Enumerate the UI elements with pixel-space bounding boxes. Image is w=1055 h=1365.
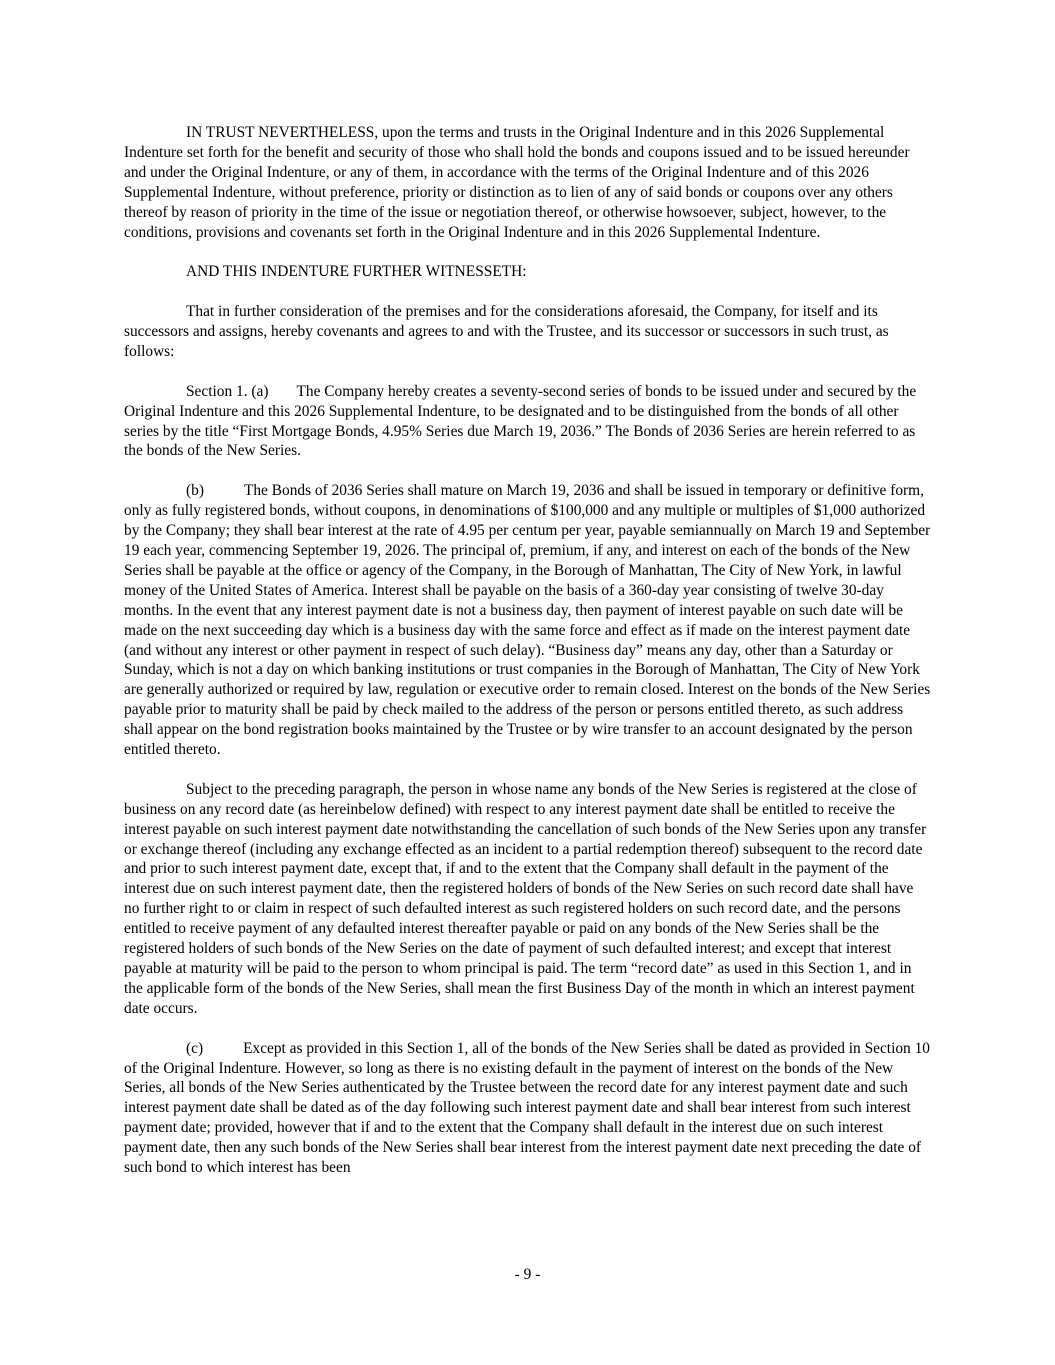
paragraph-further-consideration: That in further consideration of the premises and for the considerations aforesaid, the Company, for itself and its successors and assigns, hereby covenants and agrees to and with the Trustee, and its successor or successors in such trust, as follows: — [124, 303, 889, 360]
paragraph-section-1a — [124, 382, 932, 462]
section-1a-text: The Company hereby creates a seventy-second series of bonds to be issued under and secured by the Original Indenture and this 2026 Supplemental Indenture, to be designated and to be distinguished from the bonds of all other series by the title “First Mortgage Bonds, 4.95% Series due March 19, 2036.” The Bonds of 2036 Series are herein referred to as the bonds of the New Series. — [124, 382, 917, 460]
document-page — [124, 123, 932, 1198]
section-1b-label: (b) — [186, 482, 204, 500]
section-1c-text: Except as provided in this Section 1, all of the bonds of the New Series shall be dated as provided in Section 10 of the Original Indenture. However, so long as there is no existing default in the payment of interest on the bonds of the New Series, all bonds of the New Series authenticated by the Trustee between the record date for any interest payment date and such interest payment date shall be dated as of the day following such interest payment date and shall bear interest from such interest payment date; provided, however that if and to the extent that the Company shall default in the interest due on such interest payment date, then any such bonds of the New Series shall bear interest from the interest payment date next preceding the date of such bond to which interest has been — [124, 1039, 930, 1177]
paragraph-section-1c — [124, 1039, 932, 1178]
paragraph-further-witnesseth: AND THIS INDENTURE FURTHER WITNESSETH: — [186, 263, 527, 281]
paragraph-in-trust: IN TRUST NEVERTHELESS, upon the terms and trusts in the Original Indenture and in this 2026 Supplemental Indenture set forth for the benefit and security of those who shall hold the bonds and coupons issued and to be issued hereunder and under the Original Indenture, or any of them, in accordance with the terms of the Original Indenture and of this 2026 Supplemental Indenture, without preference, priority or distinction as to lien of any of said bonds or coupons over any others thereof by reason of priority in the time of the issue or negotiation thereof, or otherwise howsoever, subject, however, to the conditions, provisions and covenants set forth in the Original Indenture and in this 2026 Supplemental Indenture. — [124, 124, 910, 241]
paragraph-record-date: Subject to the preceding paragraph, the person in whose name any bonds of the New Series is registered at the close of business on any record date (as hereinbelow defined) with respect to any interest payment date shall be entitled to receive the interest payable on such interest payment date notwithstanding the cancellation of such bonds of the New Series upon any transfer or exchange thereof (including any exchange effected as an incident to a partial redemption thereof) subsequent to the record date and prior to such interest payment date, except that, if and to the extent that the Company shall default in the payment of the interest due on such interest payment date, then the registered holders of bonds of the New Series on such record date shall have no further right to or claim in respect of such defaulted interest as such registered holders on such record date, and the persons entitled to receive payment of any defaulted interest thereafter payable or paid on any bonds of the New Series shall be the registered holders of such bonds of the New Series on the date of payment of such defaulted interest; and except that interest payable at maturity will be paid to the person to whom principal is paid. The term “record date” as used in this Section 1, and in the applicable form of the bonds of the New Series, shall mean the first Business Day of the month in which an interest payment date occurs. — [124, 780, 927, 1017]
section-1a-label: Section 1. (a) — [186, 382, 269, 400]
paragraph-section-1b — [124, 481, 932, 760]
section-1b-text: The Bonds of 2036 Series shall mature on March 19, 2036 and shall be issued in temporary or definitive form, only as fully registered bonds, without coupons, in denominations of $100,000 and any multiple or multiples of $1,000 authorized by the Company; they shall bear interest at the rate of 4.95 per centum per year, payable semiannually on March 19 and September 19 each year, commencing September 19, 2026. The principal of, premium, if any, and interest on each of the bonds of the New Series shall be payable at the office or agency of the Company, in the Borough of Manhattan, The City of New York, in lawful money of the United States of America. Interest shall be payable on the basis of a 360-day year consisting of twelve 30-day months. In the event that any interest payment date is not a business day, then payment of interest payable on such date will be made on the next succeeding day which is a business day with the same force and effect as if made on the interest payment date (and without any interest or other payment in respect of such delay). “Business day” means any day, other than a Saturday or Sunday, which is not a day on which banking institutions or trust companies in the Borough of Manhattan, The City of New York are generally authorized or required by law, regulation or executive order to remain closed. Interest on the bonds of the New Series payable prior to maturity shall be paid by check mailed to the address of the person or persons entitled thereto, as such address shall appear on the bond registration books maintained by the Trustee or by wire transfer to an account designated by the person entitled thereto. — [124, 482, 931, 759]
section-1c-label: (c) — [186, 1039, 204, 1057]
page-number: - 9 - — [514, 1266, 541, 1283]
